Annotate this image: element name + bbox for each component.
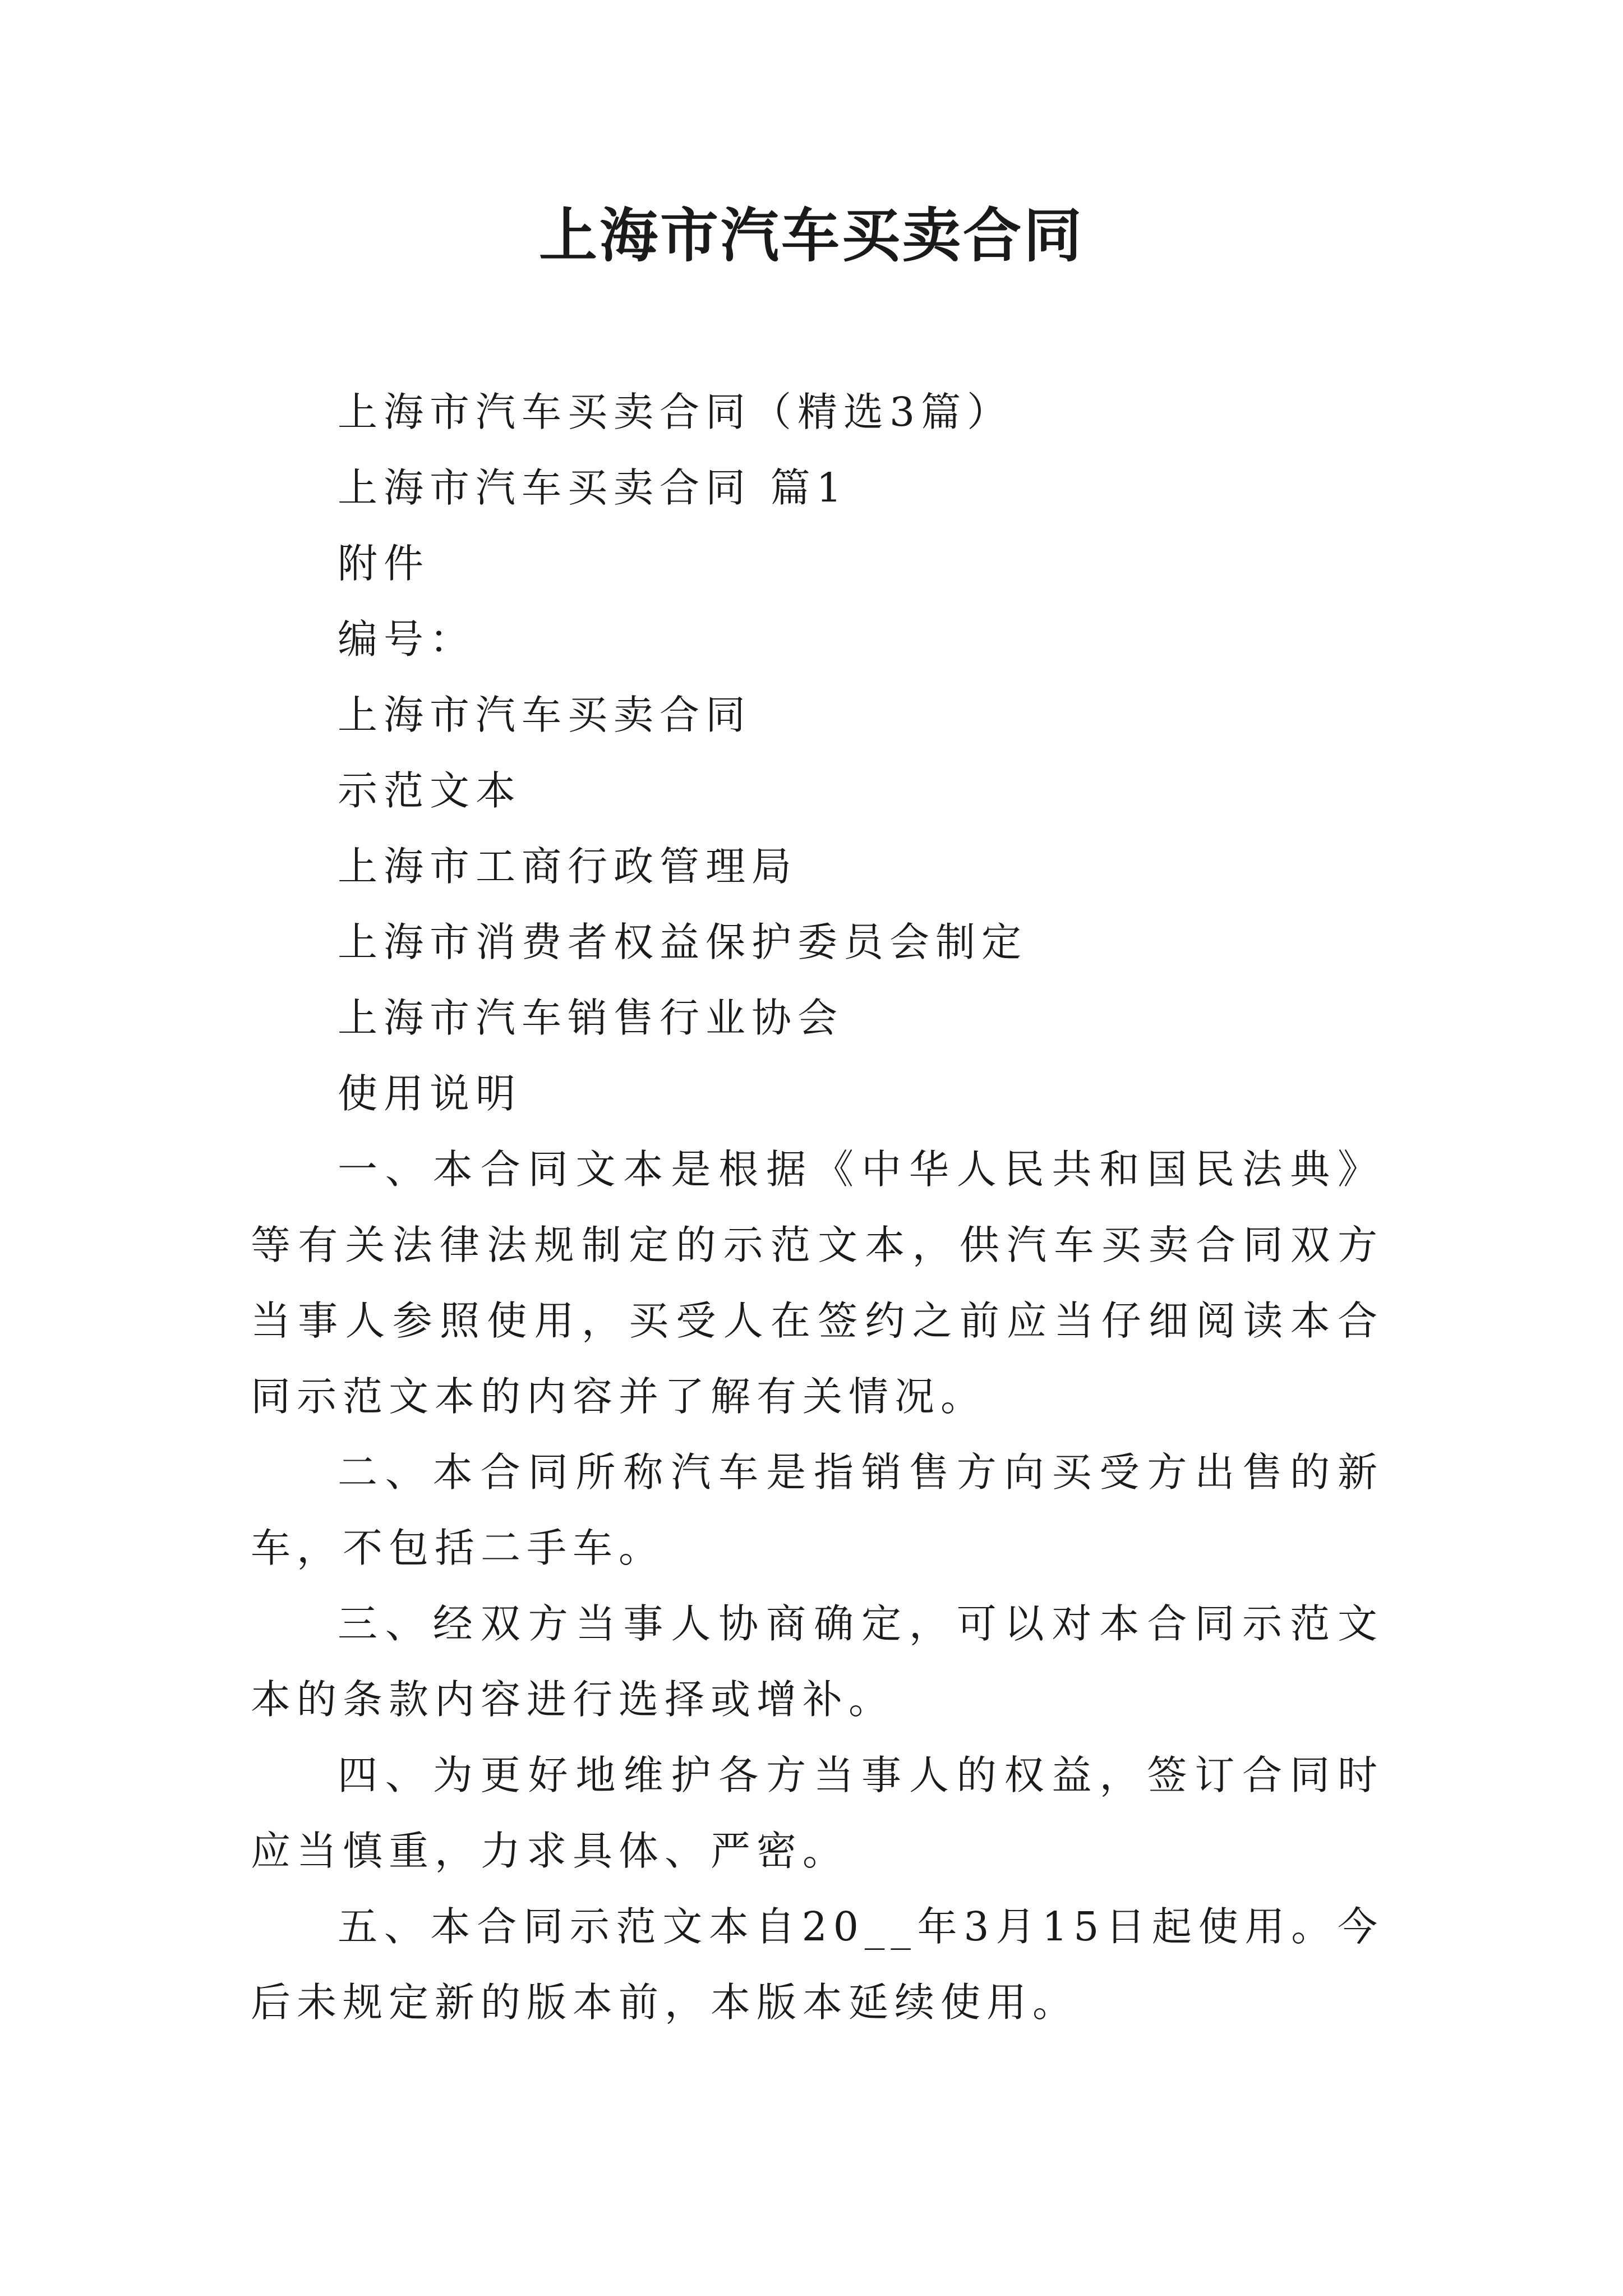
issuer-line: 上海市工商行政管理局 [338, 843, 798, 890]
document-title: 上海市汽车买卖合同 [538, 201, 1084, 270]
instruction-paragraph: 一、本合同文本是根据《中华人民共和国民法典》等有关法律法规制定的示范文本，供汽车买卖合同双方当事人参照使用，买受人在签约之前应当仔细阅读本合同示范文本的内容并了解有关情况。 [251, 1146, 1384, 1420]
template-label: 示范文本 [338, 767, 522, 814]
document-body [251, 374, 1384, 2040]
section-heading: 上海市汽车买卖合同 篇1 [338, 464, 848, 511]
contract-name: 上海市汽车买卖合同 [338, 692, 752, 738]
issuer-line: 上海市消费者权益保护委员会制定 [338, 919, 1028, 965]
attachment-label: 附件 [338, 540, 430, 587]
instruction-paragraph: 五、本合同示范文本自20__年3月15日起使用。今后未规定新的版本前，本版本延续使用。 [251, 1903, 1384, 2026]
subtitle-line: 上海市汽车买卖合同（精选3篇） [338, 389, 1013, 435]
instruction-paragraph: 四、为更好地维护各方当事人的权益，签订合同时应当慎重，力求具体、严密。 [251, 1752, 1384, 1874]
instruction-paragraph: 二、本合同所称汽车是指销售方向买受方出售的新车，不包括二手车。 [251, 1449, 1384, 1571]
number-label: 编号： [338, 616, 476, 662]
issuer-line: 上海市汽车销售行业协会 [338, 995, 844, 1041]
instructions-heading: 使用说明 [338, 1070, 522, 1117]
instruction-paragraph: 三、经双方当事人协商确定，可以对本合同示范文本的条款内容进行选择或增补。 [251, 1600, 1384, 1723]
